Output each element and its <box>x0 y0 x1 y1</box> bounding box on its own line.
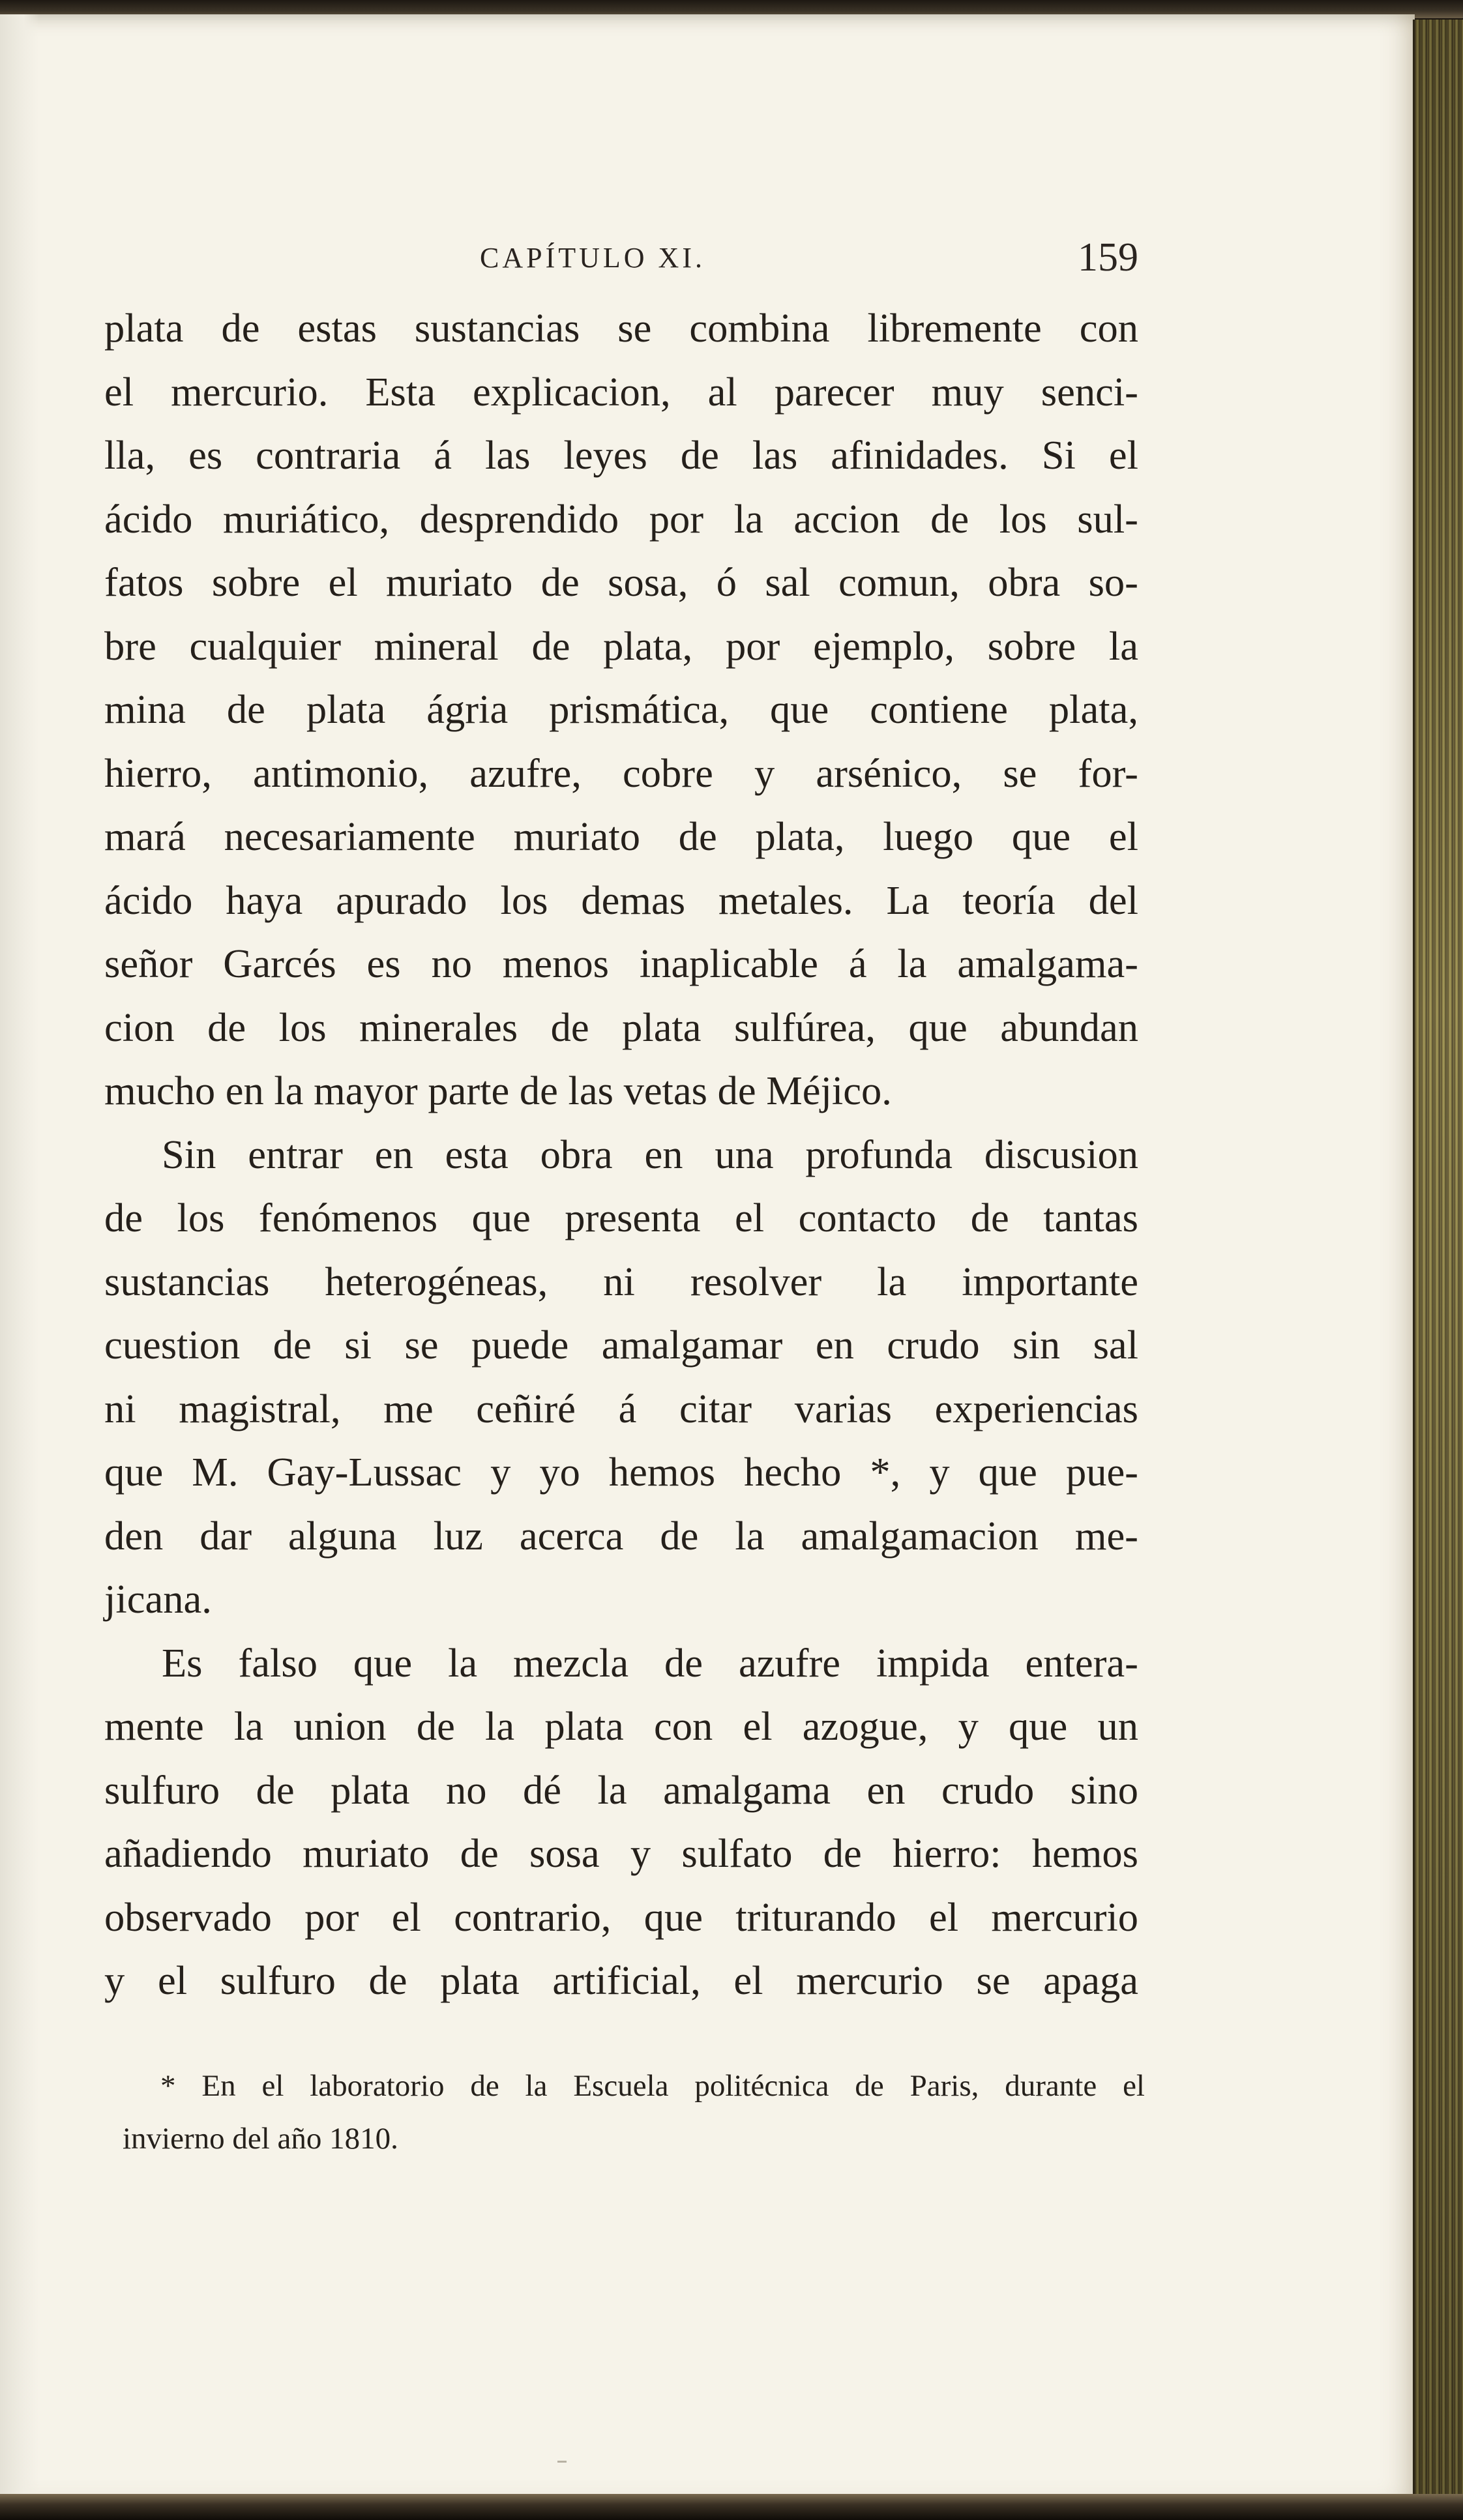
text-line: fatos sobre el muriato de sosa, ó sal comun, obra so- <box>104 559 1138 605</box>
text-line: observado por el contrario, que triturando el mercurio <box>104 1894 1138 1940</box>
paragraph-3 <box>104 1632 1138 2013</box>
text-line: ni magistral, me ceñiré á citar varias experiencias <box>104 1385 1138 1431</box>
page-gutter-shadow <box>0 14 39 2497</box>
text-line: hierro, antimonio, azufre, cobre y arsénico, se for- <box>104 750 1138 796</box>
text-line: den dar alguna luz acerca de la amalgamacion me- <box>104 1512 1138 1559</box>
footnote-line: invierno del año 1810. <box>123 2122 398 2156</box>
paragraph-1 <box>104 297 1138 1123</box>
text-line: plata de estas sustancias se combina libremente con <box>104 305 1138 351</box>
book-page-edges <box>1413 20 1463 2497</box>
text-line: añadiendo muriato de sosa y sulfato de hierro: hemos <box>104 1830 1138 1876</box>
text-line: ácido haya apurado los demas metales. La teoría del <box>104 877 1138 923</box>
text-line: jicana. <box>104 1576 212 1622</box>
text-line: mina de plata ágria prismática, que contiene plata, <box>104 686 1138 732</box>
text-line: cion de los minerales de plata sulfúrea, que abundan <box>104 1004 1138 1050</box>
page-number: 159 <box>1078 235 1138 280</box>
text-line: sustancias heterogéneas, ni resolver la importante <box>104 1258 1138 1304</box>
body-text <box>104 297 1138 2013</box>
running-head: CAPÍTULO XI. <box>480 242 705 274</box>
text-line: cuestion de si se puede amalgamar en crudo sin sal <box>104 1322 1138 1368</box>
text-line: bre cualquier mineral de plata, por ejemplo, sobre la <box>104 623 1138 669</box>
text-line: sulfuro de plata no dé la amalgama en crudo sino <box>104 1766 1138 1813</box>
text-line: mente la union de la plata con el azogue, y que un <box>104 1703 1138 1749</box>
text-line: señor Garcés es no menos inaplicable á la amalgama- <box>104 941 1138 986</box>
text-line: que M. Gay-Lussac y yo hemos hecho *, y que pue- <box>104 1449 1138 1495</box>
text-line: y el sulfuro de plata artificial, el mercurio se apaga <box>104 1957 1138 2003</box>
text-line: el mercurio. Esta explicacion, al parecer muy senci- <box>104 368 1138 415</box>
footnote-line: * En el laboratorio de la Escuela politécnica de Paris, durante el <box>160 2069 1145 2103</box>
footnote <box>123 2060 1145 2165</box>
page-mark <box>557 2461 567 2463</box>
text-line: mucho en la mayor parte de las vetas de Méjico. <box>104 1068 892 1113</box>
text-line: ácido muriático, desprendido por la accion de los sul- <box>104 495 1138 542</box>
text-line: de los fenómenos que presenta el contacto de tantas <box>104 1195 1138 1240</box>
page-header <box>115 235 1138 280</box>
text-line: lla, es contraria á las leyes de las afinidades. Si el <box>104 432 1138 478</box>
text-line: Sin entrar en esta obra en una profunda discusion <box>162 1131 1138 1177</box>
text-line: Es falso que la mezcla de azufre impida entera- <box>162 1639 1138 1686</box>
paragraph-2 <box>104 1123 1138 1632</box>
text-line: mará necesariamente muriato de plata, luego que el <box>104 813 1138 859</box>
scan-bottom-edge <box>0 2494 1463 2520</box>
